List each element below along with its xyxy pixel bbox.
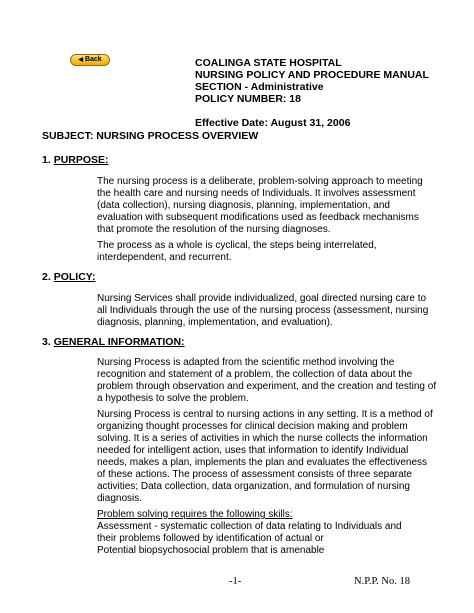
paragraph-text: Nursing Services shall provide individualized, goal directed nursing care to all Individuals through the use of the nursing process (assessment, nursing diagnosis, planning, implementation, and evaluation). — [97, 293, 429, 328]
section-number: 1. — [42, 154, 51, 166]
section-title: GENERAL INFORMATION: — [53, 336, 185, 348]
skills-line: Assessment - systematic collection of data relating to Individuals and — [97, 521, 402, 532]
paragraph-text: Nursing Process is central to nursing actions in any setting. It is a method of organizing thought processes for clinical decision making and problem solving. It is a series of activities in which the nurse collects the information needed for intelligent action, uses that information to identify Individual needs, makes a plan, implements the plan and evaluates the effectiveness of these actions. The process of assessment consists of three separate activities; Data collection, data organization, and formulation of nursing diagnosis. — [97, 409, 433, 504]
subject-line: SUBJECT: NURSING PROCESS OVERVIEW — [42, 130, 259, 142]
policy-number: POLICY NUMBER: 18 — [195, 93, 301, 105]
manual-name: NURSING POLICY AND PROCEDURE MANUAL — [195, 69, 429, 81]
purpose-heading — [42, 154, 109, 166]
general-paragraph-1 — [97, 357, 437, 405]
purpose-paragraph-2 — [97, 240, 437, 264]
skills-line: Potential biopsychosocial problem that is amenable — [97, 545, 325, 556]
paragraph-text: Nursing Process is adapted from the scientific method involving the recognition and statement of a problem, the collection of data about the problem through observation and experiment, and the creation and testing of a hypothesis to solve the problem. — [97, 357, 437, 404]
paragraph-text: The nursing process is a deliberate, problem-solving approach to meeting the health care and nursing needs of Individuals. It involves assessment (data collection), nursing diagnosis, planning, implementation, and evaluation with subsequent modifications used as feedback mechanisms that promote the resolution of the nursing diagnoses. — [97, 176, 423, 235]
section-name: SECTION - Administrative — [195, 81, 324, 93]
policy-heading — [42, 271, 96, 283]
section-number: 2. — [42, 271, 51, 283]
back-arrow-icon: ◀ — [78, 57, 83, 63]
general-information-heading — [42, 336, 185, 348]
general-paragraph-2 — [97, 409, 437, 505]
skills-block — [97, 509, 437, 557]
document-header — [195, 57, 429, 129]
purpose-paragraph-1 — [97, 176, 437, 236]
section-title: PURPOSE: — [53, 154, 109, 166]
section-title: POLICY: — [53, 271, 96, 283]
section-number: 3. — [42, 336, 51, 348]
back-button[interactable] — [70, 54, 110, 66]
page-number: -1- — [229, 576, 242, 587]
skills-line: their problems followed by identification of actual or — [97, 533, 324, 544]
back-button-label: Back — [84, 56, 102, 63]
policy-footer-number: N.P.P. No. 18 — [354, 576, 411, 587]
paragraph-text: The process as a whole is cyclical, the steps being interrelated, interdependent, and recurrent. — [97, 240, 377, 263]
hospital-name: COALINGA STATE HOSPITAL — [195, 57, 342, 69]
skills-heading: Problem solving requires the following skills: — [97, 509, 293, 520]
effective-date: Effective Date: August 31, 2006 — [195, 117, 351, 129]
policy-paragraph-1 — [97, 293, 437, 329]
